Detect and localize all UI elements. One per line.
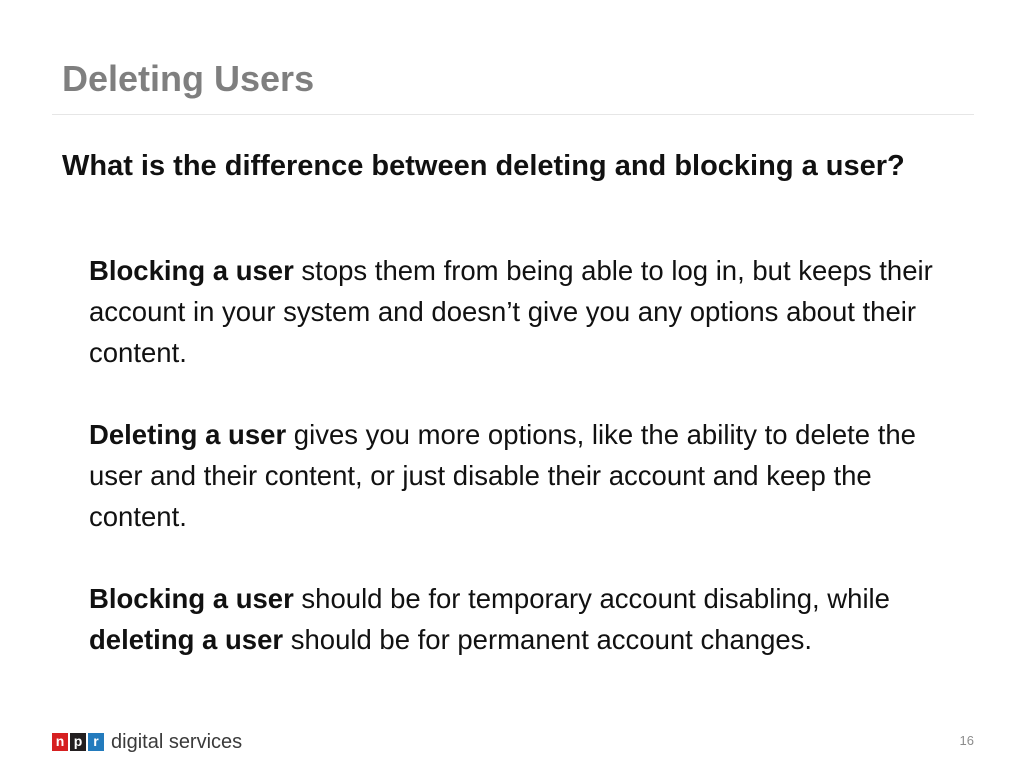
bold-lead: Blocking a user	[89, 255, 294, 286]
page-number: 16	[959, 733, 974, 748]
paragraph-text: gives you more options, like the ability to delete the user and their content, or just disable their account and keep the content.	[89, 419, 916, 532]
paragraph-text-end: should be for permanent account changes.	[283, 624, 813, 655]
bold-mid: deleting a user	[89, 624, 284, 655]
npr-letter-r: r	[88, 733, 104, 751]
slide-title: Deleting Users	[62, 58, 315, 99]
title-divider	[52, 114, 974, 115]
npr-letter-p: p	[70, 733, 86, 751]
bold-lead: Deleting a user	[89, 419, 287, 450]
question-heading: What is the difference between deleting and blocking a user?	[62, 150, 905, 182]
paragraph-blocking	[89, 250, 949, 373]
bold-lead: Blocking a user	[89, 583, 294, 614]
npr-logo	[52, 731, 242, 753]
paragraph-text: should be for temporary account disabling, while	[293, 583, 890, 614]
npr-letter-n: n	[52, 733, 68, 751]
logo-text: digital services	[111, 731, 243, 753]
paragraph-summary	[89, 578, 949, 660]
paragraph-text: stops them from being able to log in, but keeps their account in your system and doesn’t give you any options about their content.	[89, 255, 933, 368]
slide-body	[89, 250, 949, 660]
paragraph-deleting	[89, 414, 949, 537]
